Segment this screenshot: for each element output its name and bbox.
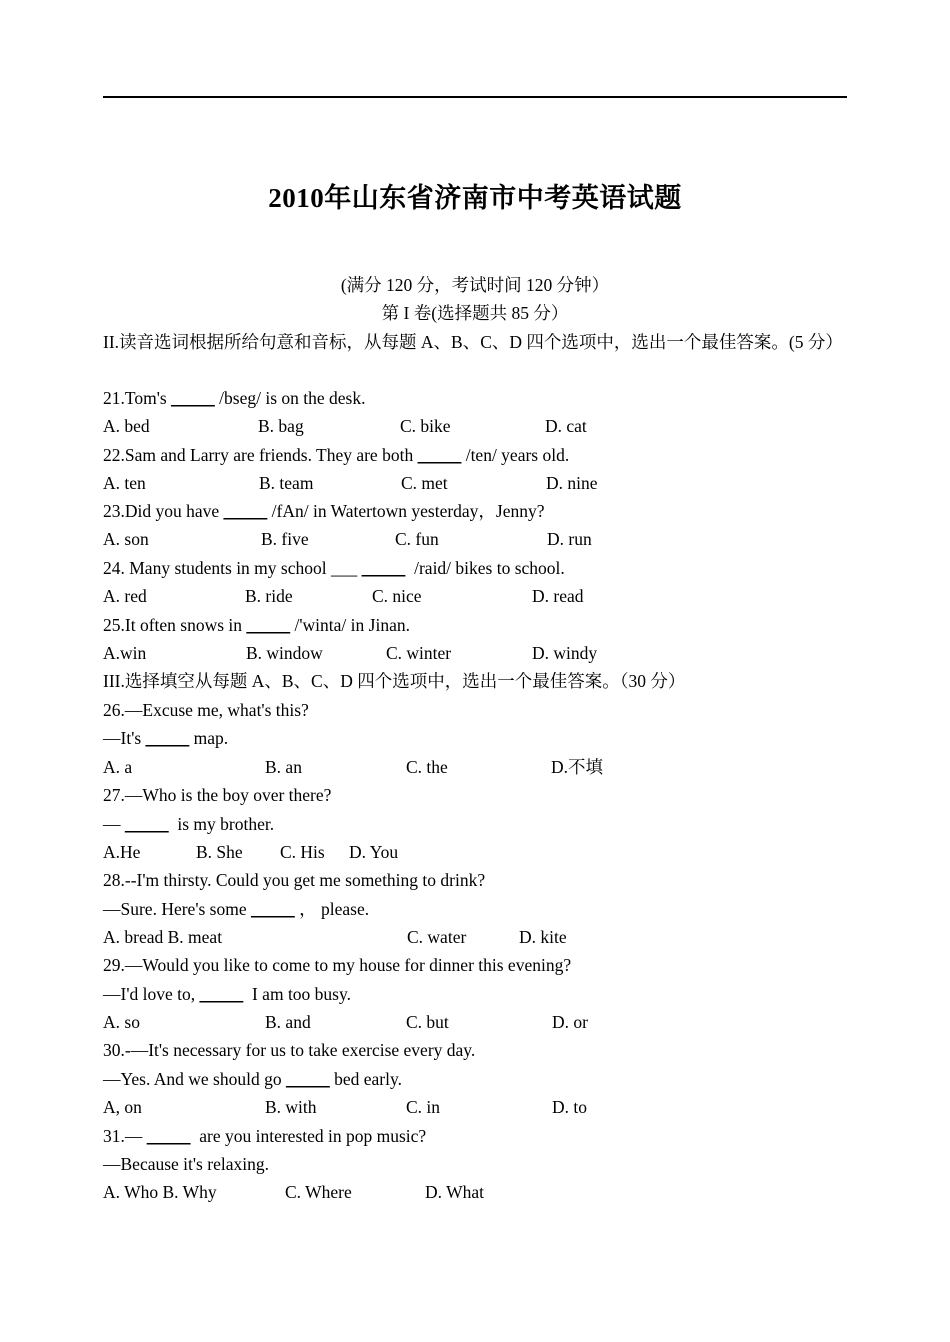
answer-blank: _____ — [285, 1069, 330, 1089]
option-26-d: D.不填 — [551, 757, 604, 777]
option-24-b: B. ride — [245, 586, 293, 606]
option-29-b: B. and — [265, 1012, 311, 1032]
question-25: 25.It often snows in _____ /'winta/ in Jinan. — [103, 615, 410, 635]
score-info: (满分 120 分，考试时间 120 分钟） — [340, 275, 610, 295]
option-28-ab: A. bread B. meat — [103, 927, 223, 947]
answer-blank: _____ — [145, 728, 190, 748]
question-21: 21.Tom's _____ /bseg/ is on the desk. — [103, 388, 366, 408]
question-28: 28.--I'm thirsty. Could you get me something to drink? — [103, 870, 486, 890]
option-29-d: D. or — [552, 1012, 588, 1032]
option-28-c: C. water — [407, 927, 467, 947]
question-27: 27.—Who is the boy over there? — [103, 785, 332, 805]
option-26-a: A. a — [103, 757, 133, 777]
option-31-d: D. What — [425, 1182, 484, 1202]
option-25-c: C. winter — [386, 643, 452, 663]
question-31: 31.— _____ are you interested in pop music? — [103, 1126, 427, 1146]
option-30-c: C. in — [406, 1097, 441, 1117]
option-22-c: C. met — [401, 473, 448, 493]
answer-blank: _____ — [124, 814, 169, 834]
question-28-response: —Sure. Here's some _____ ， please. — [103, 899, 370, 919]
option-27-b: B. She — [196, 842, 243, 862]
question-29: 29.—Would you like to come to my house for dinner this evening? — [103, 955, 572, 975]
question-30-response: —Yes. And we should go _____ bed early. — [103, 1069, 402, 1089]
option-30-d: D. to — [552, 1097, 587, 1117]
question-26: 26.—Excuse me, what's this? — [103, 700, 309, 720]
part-info: 第 I 卷(选择题共 85 分） — [381, 303, 569, 323]
option-29-c: C. but — [406, 1012, 449, 1032]
option-22-a: A. ten — [103, 473, 146, 493]
option-24-c: C. nice — [372, 586, 422, 606]
question-24: 24. Many students in my school ___ _____ /raid/ bikes to school. — [103, 558, 565, 578]
answer-blank: _____ — [361, 558, 406, 578]
answer-blank: _____ — [417, 445, 462, 465]
answer-blank: _____ — [171, 388, 215, 408]
option-23-b: B. five — [261, 529, 309, 549]
option-23-d: D. run — [547, 529, 592, 549]
option-23-c: C. fun — [395, 529, 439, 549]
question-22: 22.Sam and Larry are friends. They are both _____ /ten/ years old. — [103, 445, 570, 465]
option-27-c: C. His — [280, 842, 325, 862]
option-25-b: B. window — [246, 643, 323, 663]
question-27-response: — _____ is my brother. — [103, 814, 275, 834]
question-29-response: —I'd love to, _____ I am too busy. — [103, 984, 351, 1004]
question-26-response: —It's _____ map. — [103, 728, 229, 748]
page-title: 2010年山东省济南市中考英语试题 — [268, 183, 682, 213]
option-25-d: D. windy — [532, 643, 598, 663]
answer-blank: _____ — [146, 1126, 191, 1146]
section2-instruction: II.读音选词根据所给句意和音标，从每题 A、B、C、D 四个选项中，选出一个最佳答案。(5 分） — [103, 332, 843, 352]
option-21-c: C. bike — [400, 416, 451, 436]
option-26-b: B. an — [265, 757, 302, 777]
question-30: 30.-—It's necessary for us to take exercise every day. — [103, 1040, 476, 1060]
header-rule — [103, 96, 847, 98]
option-21-b: B. bag — [258, 416, 304, 436]
option-31-c: C. Where — [285, 1182, 352, 1202]
option-30-b: B. with — [265, 1097, 317, 1117]
option-27-d: D. You — [349, 842, 399, 862]
option-26-c: C. the — [406, 757, 448, 777]
option-30-a: A, on — [103, 1097, 142, 1117]
option-31-ab: A. Who B. Why — [103, 1182, 217, 1202]
option-24-d: D. read — [532, 586, 584, 606]
question-31-response: —Because it's relaxing. — [103, 1154, 269, 1174]
section3-instruction: III.选择填空从每题 A、B、C、D 四个选项中，选出一个最佳答案。（30 分） — [103, 671, 686, 691]
answer-blank: _____ — [250, 899, 295, 919]
option-21-a: A. bed — [103, 416, 150, 436]
option-22-b: B. team — [259, 473, 314, 493]
option-21-d: D. cat — [545, 416, 587, 436]
option-23-a: A. son — [103, 529, 149, 549]
option-29-a: A. so — [103, 1012, 140, 1032]
answer-blank: _____ — [223, 501, 268, 521]
answer-blank: _____ — [199, 984, 244, 1004]
option-25-a: A.win — [103, 643, 147, 663]
option-28-d: D. kite — [519, 927, 567, 947]
option-27-a: A.He — [103, 842, 141, 862]
option-24-a: A. red — [103, 586, 147, 606]
answer-blank: _____ — [246, 615, 291, 635]
option-22-d: D. nine — [546, 473, 598, 493]
question-23: 23.Did you have _____ /fAn/ in Watertown yesterday，Jenny? — [103, 501, 545, 521]
